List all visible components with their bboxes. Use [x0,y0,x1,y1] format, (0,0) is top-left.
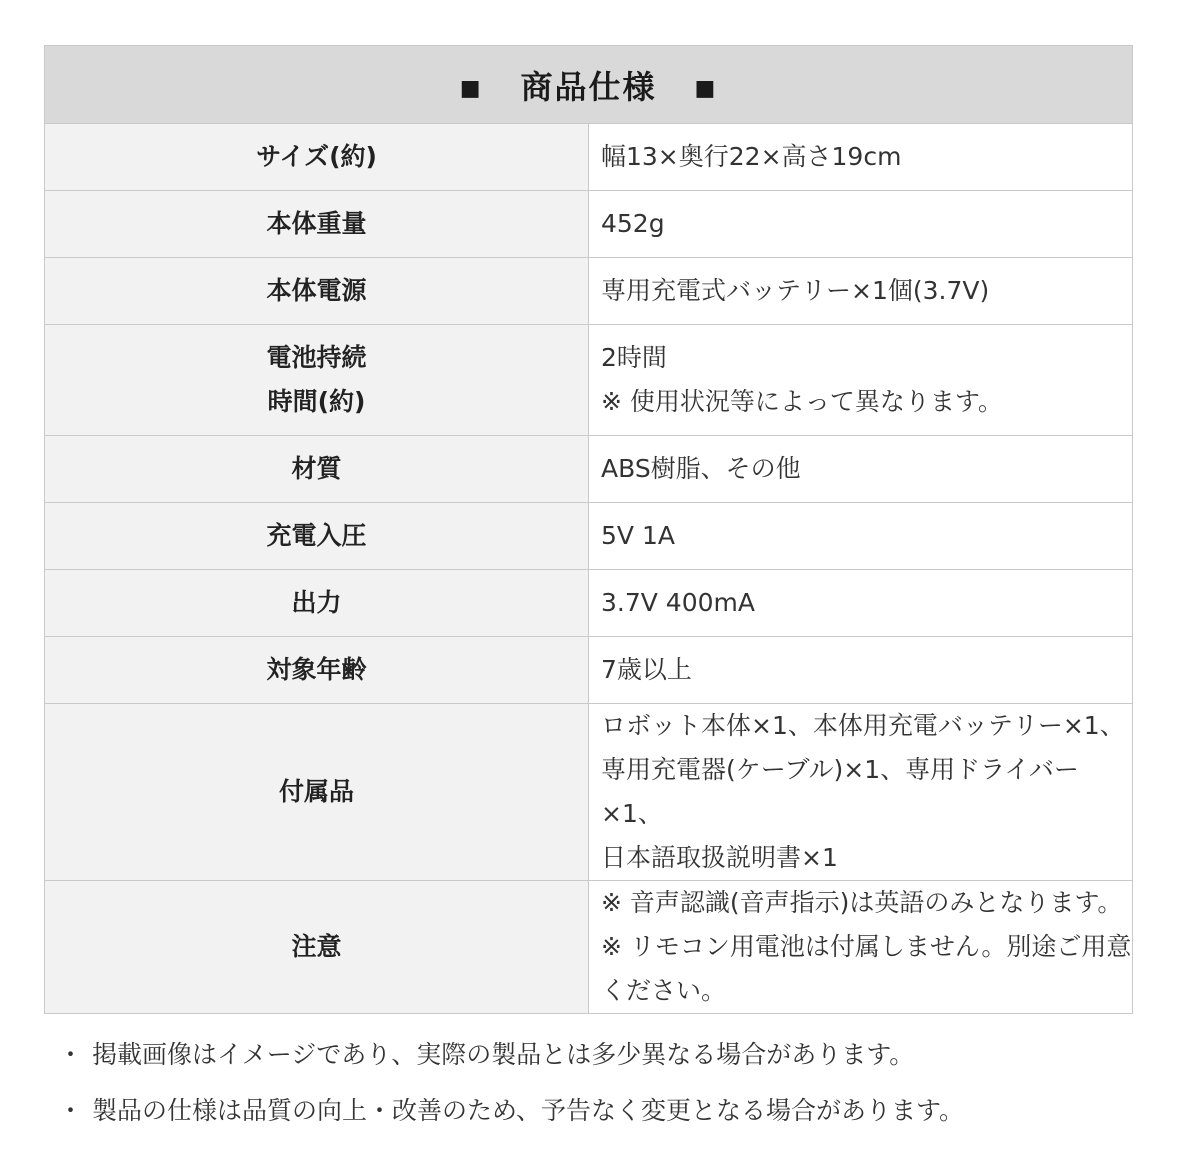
spec-value-line: 日本語取扱説明書×1 [601,843,838,872]
spec-label: 本体電源 [45,258,589,325]
spec-value: 幅13×奥行22×高さ19cm [589,124,1133,191]
spec-row-accessories [45,704,1133,881]
spec-row-weight [45,191,1133,258]
spec-label: 充電入圧 [45,503,589,570]
footnote-item [58,1030,1158,1086]
spec-label: 出力 [45,570,589,637]
table-title-text: 商品仕様 [520,67,657,106]
spec-row-battery-life [45,325,1133,436]
square-bullet-icon: ■ [459,75,483,101]
spec-label: 対象年齢 [45,637,589,704]
spec-value-line: 2時間 [601,343,667,372]
footnote-text: 製品の仕様は品質の向上・改善のため、予告なく変更となる場合があります。 [92,1096,965,1125]
square-bullet-icon: ■ [694,75,718,101]
spec-value-line: ※ リモコン用電池は付属しません。別途ご用意ください。 [601,932,1132,1005]
spec-row-caution [45,881,1133,1014]
table-title-row [45,46,1133,124]
spec-label: 注意 [45,881,589,1014]
spec-value: ABS樹脂、その他 [589,436,1133,503]
spec-value-line: ※ 音声認識(音声指示)は英語のみとなります。 [601,888,1123,917]
spec-value: 3.7V 400mA [589,570,1133,637]
spec-value: 452g [589,191,1133,258]
spec-row-output [45,570,1133,637]
spec-label-line: 電池持続 [266,343,367,372]
spec-label-line: 時間(約) [267,387,366,416]
spec-value [589,704,1133,881]
spec-label: サイズ(約) [45,124,589,191]
bullet-dot: ・ [58,1040,84,1069]
spec-value: 7歳以上 [589,637,1133,704]
spec-label: 付属品 [45,704,589,881]
spec-value [589,881,1133,1014]
spec-label: 材質 [45,436,589,503]
spec-row-target-age [45,637,1133,704]
table-title [45,46,1133,124]
footnote-text: 掲載画像はイメージであり、実際の製品とは多少異なる場合があります。 [92,1040,915,1069]
spec-value-line: 専用充電器(ケーブル)×1、専用ドライバー×1、 [601,755,1079,828]
spec-row-power [45,258,1133,325]
footnote-list [58,1030,1158,1142]
spec-row-material [45,436,1133,503]
spec-value-line: ※ 使用状況等によって異なります。 [601,387,1003,416]
spec-value: 専用充電式バッテリー×1個(3.7V) [589,258,1133,325]
bullet-dot: ・ [58,1096,84,1125]
spec-value-line: ロボット本体×1、本体用充電バッテリー×1、 [601,711,1125,740]
spec-row-charge-input [45,503,1133,570]
spec-label [45,325,589,436]
spec-row-size [45,124,1133,191]
footnote-item [58,1086,1158,1142]
product-spec-table [44,45,1133,1014]
spec-label: 本体重量 [45,191,589,258]
spec-value [589,325,1133,436]
spec-value: 5V 1A [589,503,1133,570]
